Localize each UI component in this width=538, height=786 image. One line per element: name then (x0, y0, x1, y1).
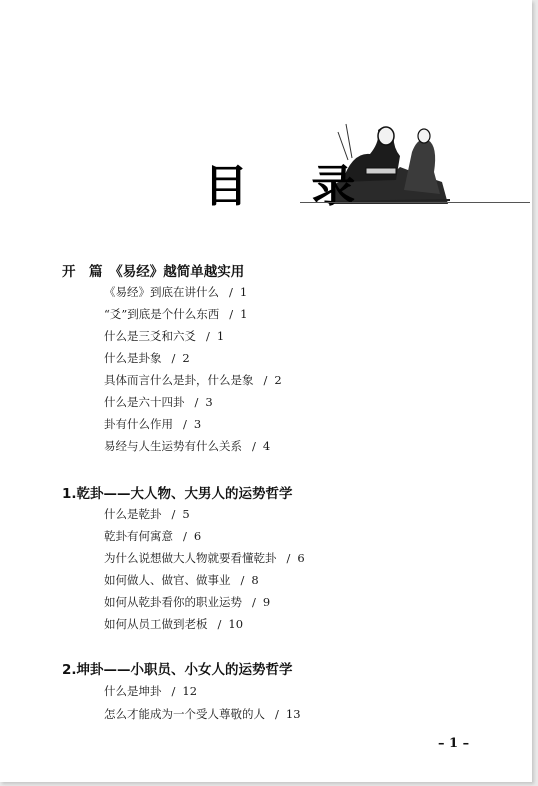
toc-entry[interactable]: 什么是乾卦 / 5 (104, 507, 190, 521)
title-underline (300, 202, 530, 203)
toc-entry[interactable]: 什么是六十四卦 / 3 (104, 395, 213, 409)
section-heading: 1.乾卦——大人物、大男人的运势哲学 (62, 486, 293, 502)
toc-entry[interactable]: 卦有什么作用 / 3 (104, 417, 202, 431)
toc-entry[interactable]: 怎么才能成为一个受人尊敬的人 / 13 (104, 707, 301, 721)
toc-entry[interactable]: 具体而言什么是卦，什么是象 / 2 (104, 373, 282, 387)
toc-entry[interactable]: 乾卦有何寓意 / 6 (104, 529, 202, 543)
page-title: 目 录 (204, 161, 380, 212)
section-heading: 2.坤卦——小职员、小女人的运势哲学 (62, 662, 293, 678)
toc-entry[interactable]: 《易经》到底在讲什么 / 1 (104, 285, 248, 299)
toc-entry[interactable]: 如何做人、做官、做事业 / 8 (104, 573, 259, 587)
toc-entry[interactable]: “爻”到底是个什么东西 / 1 (104, 307, 248, 321)
page-number: – 1 – (438, 736, 470, 751)
toc-entry[interactable]: 为什么说想做大人物就要看懂乾卦 / 6 (104, 551, 305, 565)
toc-entry[interactable]: 易经与人生运势有什么关系 / 4 (104, 439, 271, 453)
toc-entry[interactable]: 如何从员工做到老板 / 10 (104, 617, 244, 631)
toc-entry[interactable]: 什么是坤卦 / 12 (104, 684, 198, 698)
toc-entry[interactable]: 什么是三爻和六爻 / 1 (104, 329, 225, 343)
toc-entry[interactable]: 如何从乾卦看你的职业运势 / 9 (104, 595, 271, 609)
section-heading: 开 篇 《易经》越简单越实用 (62, 264, 245, 280)
toc-entry[interactable]: 什么是卦象 / 2 (104, 351, 190, 365)
